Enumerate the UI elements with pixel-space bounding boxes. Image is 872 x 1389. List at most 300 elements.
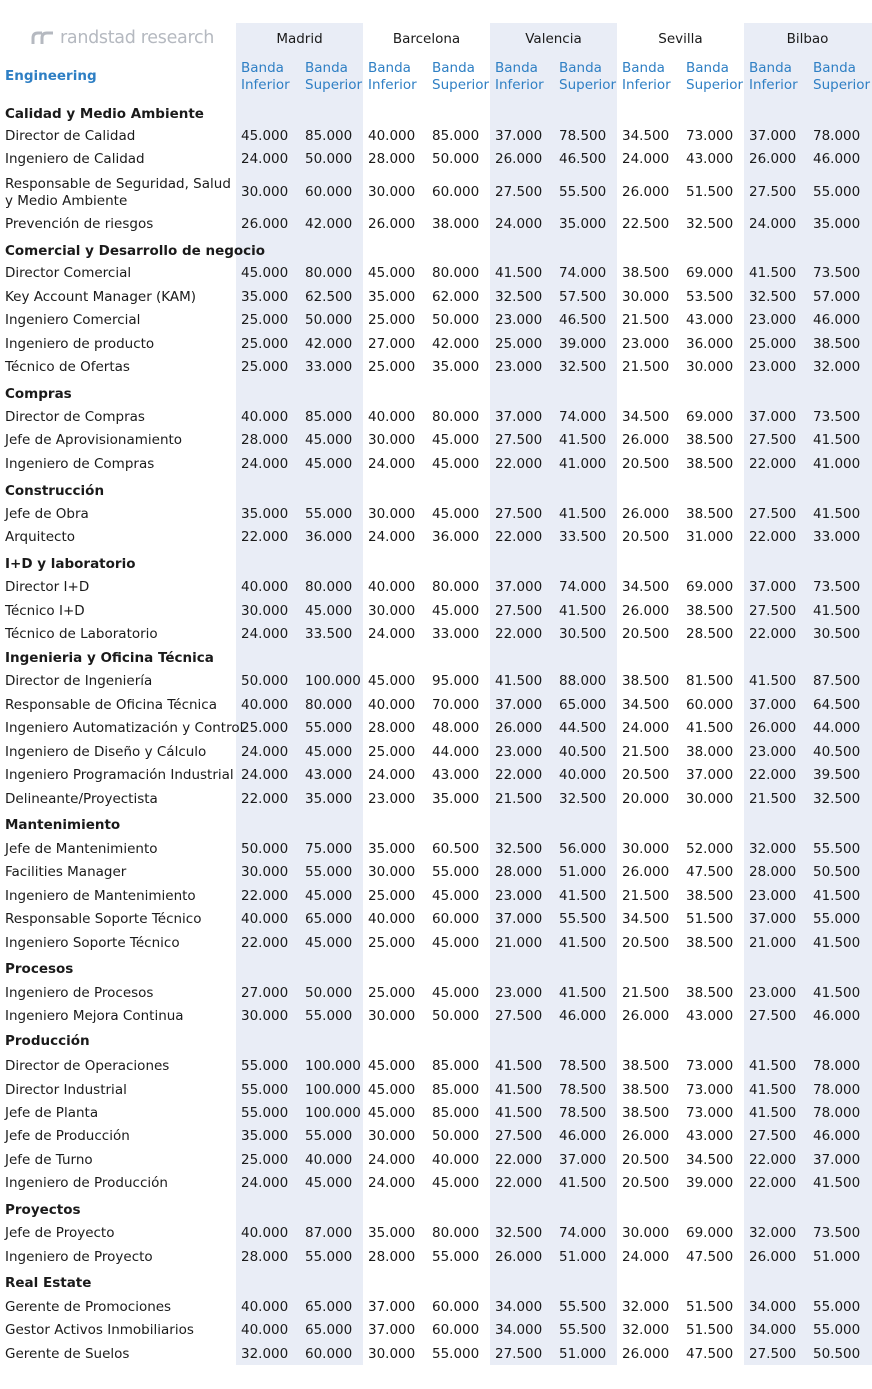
- job-title: Jefe de Producción: [5, 1128, 130, 1144]
- banda-inferior-value: 41.500: [495, 1058, 543, 1074]
- banda-superior-value: 55.000: [432, 1346, 480, 1362]
- banda-superior-value: 46.000: [813, 1128, 861, 1144]
- banda-inferior-value: 37.000: [495, 409, 543, 425]
- banda-superior-value: 37.000: [559, 1152, 607, 1168]
- banda-superior-value: 85.000: [305, 128, 353, 144]
- banda-inferior-value: 37.000: [495, 128, 543, 144]
- banda-superior-value: 73.500: [813, 265, 861, 281]
- banda-inferior-value: 23.000: [368, 791, 416, 807]
- table-row: [0, 336, 872, 356]
- banda-inferior-value: 55.000: [241, 1058, 289, 1074]
- table-row: [0, 128, 872, 148]
- banda-superior-value: 38.500: [686, 603, 734, 619]
- banda-inferior-value: 40.000: [368, 697, 416, 713]
- banda-inferior-value: 26.000: [622, 432, 670, 448]
- job-title: Director Industrial: [5, 1082, 127, 1098]
- banda-superior-value: 33.500: [305, 626, 353, 642]
- table-row: [0, 841, 872, 861]
- table-row: [0, 935, 872, 955]
- job-title: Técnico de Laboratorio: [5, 626, 158, 642]
- banda-superior-value: 42.000: [305, 216, 353, 232]
- banda-inferior-value: 23.000: [495, 744, 543, 760]
- banda-inferior-value: 45.000: [368, 673, 416, 689]
- banda-inferior-value: 32.000: [622, 1322, 670, 1338]
- banda-inferior-value: 20.500: [622, 767, 670, 783]
- banda-superior-value: 41.500: [559, 985, 607, 1001]
- banda-superior-value: 64.500: [813, 697, 861, 713]
- table-row: [0, 744, 872, 764]
- job-title: Técnico I+D: [5, 603, 85, 619]
- banda-superior-value: 45.000: [305, 456, 353, 472]
- banda-superior-value: 80.000: [432, 579, 480, 595]
- banda-superior-value: 32.500: [559, 791, 607, 807]
- banda-superior-value: 41.500: [813, 603, 861, 619]
- category-label: Producción: [5, 1033, 90, 1049]
- banda-superior-value: 45.000: [305, 603, 353, 619]
- banda-inferior-value: 45.000: [241, 265, 289, 281]
- banda-superior-value: 45.000: [305, 1175, 353, 1191]
- banda-inferior-value: 34.000: [749, 1299, 797, 1315]
- banda-inferior-value: 41.500: [749, 265, 797, 281]
- banda-inferior-value: 20.500: [622, 456, 670, 472]
- job-title: Jefe de Mantenimiento: [5, 841, 158, 857]
- banda-inferior-value: 23.000: [749, 888, 797, 904]
- banda-inferior-value: 26.000: [622, 1008, 670, 1024]
- banda-inferior-value: 22.000: [749, 529, 797, 545]
- banda-superior-value: 30.500: [813, 626, 861, 642]
- banda-superior-value: 50.000: [305, 151, 353, 167]
- banda-superior-value: 46.000: [813, 312, 861, 328]
- city-header-valencia: Valencia: [525, 31, 582, 47]
- banda-inferior-value: 26.000: [622, 184, 670, 200]
- banda-inferior-value: 38.500: [622, 673, 670, 689]
- banda-superior-value: 38.500: [686, 935, 734, 951]
- table-row: [0, 1128, 872, 1148]
- banda-inferior-value: 24.000: [241, 626, 289, 642]
- table-row: [0, 1082, 872, 1102]
- banda-inferior-value: 32.500: [495, 1225, 543, 1241]
- category-row: [0, 961, 872, 981]
- banda-inferior-value: 37.000: [749, 911, 797, 927]
- category-row: [0, 817, 872, 837]
- banda-inferior-value: 26.000: [622, 864, 670, 880]
- banda-superior-value: 30.000: [686, 791, 734, 807]
- banda-superior-value: 85.000: [432, 1058, 480, 1074]
- banda-superior-value: 55.000: [305, 864, 353, 880]
- banda-superior-value: 51.500: [686, 911, 734, 927]
- banda-inferior-value: 30.000: [368, 1346, 416, 1362]
- banda-inferior-value: 20.500: [622, 935, 670, 951]
- banda-superior-value: 38.500: [686, 506, 734, 522]
- banda-inferior-value: 24.000: [368, 529, 416, 545]
- banda-superior-value: 45.000: [432, 456, 480, 472]
- banda-inferior-value: 30.000: [368, 432, 416, 448]
- banda-superior-value: 57.500: [559, 289, 607, 305]
- banda-superior-value: 74.000: [559, 579, 607, 595]
- banda-superior-value: 50.000: [305, 985, 353, 1001]
- banda-inferior-value: 24.000: [749, 216, 797, 232]
- banda-inferior-value: 28.000: [368, 1249, 416, 1265]
- banda-inferior-value: 24.000: [495, 216, 543, 232]
- banda-inferior-value: 23.000: [495, 312, 543, 328]
- category-row: [0, 1275, 872, 1295]
- banda-inferior-value: 25.000: [241, 336, 289, 352]
- banda-superior-value: 39.000: [686, 1175, 734, 1191]
- category-row: [0, 650, 872, 670]
- banda-inferior-value: 25.000: [241, 720, 289, 736]
- banda-superior-value: 87.000: [305, 1225, 353, 1241]
- band-superior-header: Banda Superior: [305, 60, 363, 93]
- banda-superior-value: 65.000: [305, 1299, 353, 1315]
- banda-inferior-value: 37.000: [368, 1322, 416, 1338]
- category-label: Comercial y Desarrollo de negocio: [5, 243, 266, 259]
- banda-superior-value: 38.000: [432, 216, 480, 232]
- banda-inferior-value: 32.500: [749, 289, 797, 305]
- job-title: Ingeniero Automatización y Control: [5, 720, 244, 736]
- banda-superior-value: 37.000: [813, 1152, 861, 1168]
- banda-superior-value: 78.000: [813, 1058, 861, 1074]
- category-label: Calidad y Medio Ambiente: [5, 106, 204, 122]
- banda-inferior-value: 34.000: [495, 1299, 543, 1315]
- banda-inferior-value: 22.000: [749, 1175, 797, 1191]
- banda-inferior-value: 30.000: [241, 864, 289, 880]
- banda-superior-value: 60.000: [432, 184, 480, 200]
- banda-inferior-value: 40.000: [241, 1299, 289, 1315]
- banda-inferior-value: 26.000: [749, 1249, 797, 1265]
- banda-inferior-value: 25.000: [495, 336, 543, 352]
- city-header-bilbao: Bilbao: [786, 31, 829, 47]
- banda-inferior-value: 27.500: [749, 184, 797, 200]
- banda-inferior-value: 22.000: [749, 626, 797, 642]
- banda-inferior-value: 22.000: [495, 767, 543, 783]
- banda-superior-value: 50.000: [432, 1128, 480, 1144]
- banda-inferior-value: 38.500: [622, 1105, 670, 1121]
- banda-superior-value: 60.000: [305, 184, 353, 200]
- banda-inferior-value: 27.500: [749, 603, 797, 619]
- banda-superior-value: 51.000: [559, 1346, 607, 1362]
- banda-inferior-value: 21.500: [622, 985, 670, 1001]
- banda-inferior-value: 21.000: [495, 935, 543, 951]
- banda-inferior-value: 25.000: [368, 935, 416, 951]
- banda-superior-value: 45.000: [432, 432, 480, 448]
- banda-superior-value: 73.000: [686, 1082, 734, 1098]
- table-row: [0, 176, 872, 212]
- banda-inferior-value: 24.000: [241, 744, 289, 760]
- table-row: [0, 1175, 872, 1195]
- banda-superior-value: 60.000: [305, 1346, 353, 1362]
- banda-superior-value: 30.000: [686, 359, 734, 375]
- job-title: Jefe de Aprovisionamiento: [5, 432, 183, 448]
- category-label: Ingenieria y Oficina Técnica: [5, 650, 214, 666]
- banda-superior-value: 45.000: [432, 935, 480, 951]
- banda-inferior-value: 22.000: [241, 888, 289, 904]
- banda-superior-value: 55.500: [559, 911, 607, 927]
- banda-inferior-value: 26.000: [749, 720, 797, 736]
- category-row: [0, 1202, 872, 1222]
- banda-inferior-value: 24.000: [622, 151, 670, 167]
- banda-inferior-value: 37.000: [749, 128, 797, 144]
- banda-superior-value: 73.500: [813, 1225, 861, 1241]
- banda-inferior-value: 24.000: [241, 767, 289, 783]
- table-row: [0, 888, 872, 908]
- banda-superior-value: 36.000: [432, 529, 480, 545]
- banda-inferior-value: 25.000: [241, 359, 289, 375]
- banda-inferior-value: 32.000: [749, 1225, 797, 1241]
- banda-superior-value: 69.000: [686, 579, 734, 595]
- banda-superior-value: 45.000: [432, 603, 480, 619]
- banda-inferior-value: 27.500: [749, 1346, 797, 1362]
- banda-superior-value: 46.500: [559, 151, 607, 167]
- banda-superior-value: 43.000: [686, 1008, 734, 1024]
- banda-inferior-value: 24.000: [368, 767, 416, 783]
- banda-inferior-value: 24.000: [368, 1152, 416, 1168]
- banda-superior-value: 51.000: [813, 1249, 861, 1265]
- banda-inferior-value: 40.000: [368, 579, 416, 595]
- banda-inferior-value: 30.000: [622, 1225, 670, 1241]
- banda-inferior-value: 37.000: [495, 911, 543, 927]
- table-row: [0, 579, 872, 599]
- banda-superior-value: 51.500: [686, 184, 734, 200]
- banda-superior-value: 55.000: [813, 1299, 861, 1315]
- job-title: Ingeniero de Compras: [5, 456, 155, 472]
- table-row: [0, 359, 872, 379]
- banda-superior-value: 73.000: [686, 128, 734, 144]
- banda-inferior-value: 23.000: [749, 312, 797, 328]
- banda-superior-value: 35.000: [432, 791, 480, 807]
- banda-superior-value: 35.000: [432, 359, 480, 375]
- banda-superior-value: 51.500: [686, 1322, 734, 1338]
- banda-superior-value: 55.000: [305, 1128, 353, 1144]
- banda-superior-value: 56.000: [559, 841, 607, 857]
- banda-superior-value: 36.000: [305, 529, 353, 545]
- banda-inferior-value: 38.500: [622, 1082, 670, 1098]
- banda-superior-value: 80.000: [305, 579, 353, 595]
- banda-superior-value: 41.500: [559, 935, 607, 951]
- banda-superior-value: 41.500: [813, 1175, 861, 1191]
- banda-inferior-value: 30.000: [368, 1008, 416, 1024]
- banda-inferior-value: 37.000: [749, 697, 797, 713]
- banda-superior-value: 60.000: [432, 1299, 480, 1315]
- banda-inferior-value: 23.000: [495, 359, 543, 375]
- banda-superior-value: 46.000: [559, 1008, 607, 1024]
- banda-superior-value: 100.000: [305, 1082, 361, 1098]
- logo-text: randstad research: [60, 28, 215, 48]
- banda-inferior-value: 23.000: [622, 336, 670, 352]
- randstad-logo: [31, 26, 214, 50]
- banda-inferior-value: 41.500: [495, 1082, 543, 1098]
- banda-superior-value: 85.000: [305, 409, 353, 425]
- banda-inferior-value: 28.000: [241, 432, 289, 448]
- category-row: [0, 483, 872, 503]
- banda-superior-value: 75.000: [305, 841, 353, 857]
- banda-inferior-value: 22.000: [495, 1175, 543, 1191]
- banda-inferior-value: 27.500: [749, 1128, 797, 1144]
- banda-superior-value: 41.500: [559, 603, 607, 619]
- job-title: Director de Calidad: [5, 128, 136, 144]
- category-label: Procesos: [5, 961, 74, 977]
- banda-inferior-value: 40.000: [241, 579, 289, 595]
- city-header-barcelona: Barcelona: [392, 31, 461, 47]
- banda-inferior-value: 23.000: [749, 359, 797, 375]
- category-row: [0, 1033, 872, 1053]
- banda-superior-value: 74.000: [559, 409, 607, 425]
- banda-superior-value: 50.500: [813, 864, 861, 880]
- banda-inferior-value: 27.000: [368, 336, 416, 352]
- banda-superior-value: 31.000: [686, 529, 734, 545]
- banda-inferior-value: 30.000: [368, 603, 416, 619]
- banda-inferior-value: 38.500: [622, 265, 670, 281]
- job-title: Gerente de Suelos: [5, 1346, 130, 1362]
- banda-superior-value: 57.000: [813, 289, 861, 305]
- banda-inferior-value: 26.000: [622, 603, 670, 619]
- job-title: Responsable de Oficina Técnica: [5, 697, 217, 713]
- banda-inferior-value: 22.000: [749, 767, 797, 783]
- category-label: Construcción: [5, 483, 105, 499]
- banda-superior-value: 80.000: [432, 265, 480, 281]
- banda-inferior-value: 28.000: [241, 1249, 289, 1265]
- banda-inferior-value: 25.000: [749, 336, 797, 352]
- banda-inferior-value: 32.000: [749, 841, 797, 857]
- banda-inferior-value: 30.000: [622, 289, 670, 305]
- banda-inferior-value: 21.500: [622, 359, 670, 375]
- banda-inferior-value: 40.000: [368, 911, 416, 927]
- banda-superior-value: 55.000: [305, 720, 353, 736]
- job-title: Ingeniero de Procesos: [5, 985, 154, 1001]
- banda-inferior-value: 25.000: [368, 985, 416, 1001]
- banda-inferior-value: 30.000: [368, 506, 416, 522]
- banda-inferior-value: 35.000: [368, 1225, 416, 1241]
- banda-inferior-value: 23.000: [749, 744, 797, 760]
- category-label: Real Estate: [5, 1275, 92, 1291]
- banda-inferior-value: 25.000: [368, 888, 416, 904]
- banda-superior-value: 55.000: [432, 864, 480, 880]
- banda-inferior-value: 34.500: [622, 128, 670, 144]
- category-label: I+D y laboratorio: [5, 556, 136, 572]
- banda-superior-value: 73.500: [813, 579, 861, 595]
- banda-inferior-value: 27.000: [241, 985, 289, 1001]
- banda-inferior-value: 26.000: [622, 506, 670, 522]
- table-row: [0, 1058, 872, 1078]
- banda-superior-value: 50.500: [813, 1346, 861, 1362]
- banda-superior-value: 69.000: [686, 1225, 734, 1241]
- banda-superior-value: 69.000: [686, 265, 734, 281]
- banda-superior-value: 45.000: [305, 432, 353, 448]
- banda-inferior-value: 45.000: [368, 1058, 416, 1074]
- banda-inferior-value: 24.000: [368, 626, 416, 642]
- banda-superior-value: 41.500: [813, 888, 861, 904]
- banda-superior-value: 62.500: [305, 289, 353, 305]
- table-row: [0, 626, 872, 646]
- banda-inferior-value: 22.000: [241, 791, 289, 807]
- banda-superior-value: 41.000: [813, 456, 861, 472]
- banda-superior-value: 43.000: [305, 767, 353, 783]
- banda-inferior-value: 28.000: [749, 864, 797, 880]
- banda-inferior-value: 24.000: [368, 456, 416, 472]
- banda-superior-value: 42.000: [305, 336, 353, 352]
- banda-superior-value: 44.000: [432, 744, 480, 760]
- banda-superior-value: 50.000: [432, 312, 480, 328]
- job-title: Jefe de Proyecto: [5, 1225, 115, 1241]
- banda-superior-value: 85.000: [432, 1082, 480, 1098]
- banda-inferior-value: 50.000: [241, 673, 289, 689]
- banda-inferior-value: 25.000: [368, 359, 416, 375]
- banda-superior-value: 55.000: [432, 1249, 480, 1265]
- job-title: Jefe de Obra: [5, 506, 89, 522]
- banda-superior-value: 74.000: [559, 1225, 607, 1241]
- banda-inferior-value: 30.000: [368, 864, 416, 880]
- banda-inferior-value: 34.500: [622, 697, 670, 713]
- banda-superior-value: 41.500: [813, 935, 861, 951]
- banda-inferior-value: 30.000: [622, 841, 670, 857]
- banda-superior-value: 48.000: [432, 720, 480, 736]
- job-title: Ingeniero de Proyecto: [5, 1249, 153, 1265]
- banda-inferior-value: 37.000: [749, 579, 797, 595]
- banda-superior-value: 60.000: [432, 1322, 480, 1338]
- table-row: [0, 603, 872, 623]
- banda-inferior-value: 34.500: [622, 409, 670, 425]
- job-title: Director I+D: [5, 579, 90, 595]
- banda-inferior-value: 22.000: [749, 1152, 797, 1168]
- banda-inferior-value: 41.500: [495, 265, 543, 281]
- city-header-madrid: Madrid: [276, 31, 323, 47]
- banda-superior-value: 65.000: [305, 1322, 353, 1338]
- randstad-logo-icon: [31, 30, 55, 46]
- table-row: [0, 1322, 872, 1342]
- banda-superior-value: 35.000: [559, 216, 607, 232]
- banda-superior-value: 34.500: [686, 1152, 734, 1168]
- banda-inferior-value: 22.000: [495, 1152, 543, 1168]
- banda-superior-value: 73.500: [813, 409, 861, 425]
- banda-superior-value: 41.500: [559, 506, 607, 522]
- banda-inferior-value: 55.000: [241, 1082, 289, 1098]
- banda-superior-value: 38.500: [813, 336, 861, 352]
- banda-superior-value: 43.000: [686, 1128, 734, 1144]
- table-row: [0, 265, 872, 285]
- banda-superior-value: 28.500: [686, 626, 734, 642]
- banda-inferior-value: 45.000: [241, 128, 289, 144]
- banda-superior-value: 55.500: [559, 1322, 607, 1338]
- band-inferior-header: Banda Inferior: [368, 60, 417, 93]
- banda-inferior-value: 21.000: [749, 935, 797, 951]
- banda-superior-value: 55.000: [813, 1322, 861, 1338]
- category-row: [0, 106, 872, 126]
- banda-inferior-value: 40.000: [241, 911, 289, 927]
- banda-inferior-value: 41.500: [749, 1105, 797, 1121]
- job-title: Key Account Manager (KAM): [5, 289, 197, 305]
- job-title: Prevención de riesgos: [5, 216, 154, 232]
- banda-inferior-value: 20.500: [622, 1175, 670, 1191]
- table-row: [0, 1152, 872, 1172]
- banda-inferior-value: 25.000: [241, 312, 289, 328]
- banda-inferior-value: 24.000: [241, 1175, 289, 1191]
- banda-inferior-value: 24.000: [241, 151, 289, 167]
- banda-superior-value: 45.000: [432, 506, 480, 522]
- banda-superior-value: 78.000: [813, 1105, 861, 1121]
- banda-inferior-value: 27.500: [495, 1008, 543, 1024]
- banda-inferior-value: 25.000: [368, 312, 416, 328]
- banda-superior-value: 38.500: [686, 432, 734, 448]
- banda-inferior-value: 27.500: [749, 432, 797, 448]
- banda-inferior-value: 26.000: [749, 151, 797, 167]
- banda-inferior-value: 40.000: [241, 697, 289, 713]
- banda-inferior-value: 25.000: [241, 1152, 289, 1168]
- banda-superior-value: 44.500: [559, 720, 607, 736]
- banda-superior-value: 50.000: [432, 1008, 480, 1024]
- job-title: Ingeniero de Calidad: [5, 151, 145, 167]
- table-row: [0, 985, 872, 1005]
- job-title: Ingeniero de Producción: [5, 1175, 168, 1191]
- banda-inferior-value: 20.500: [622, 626, 670, 642]
